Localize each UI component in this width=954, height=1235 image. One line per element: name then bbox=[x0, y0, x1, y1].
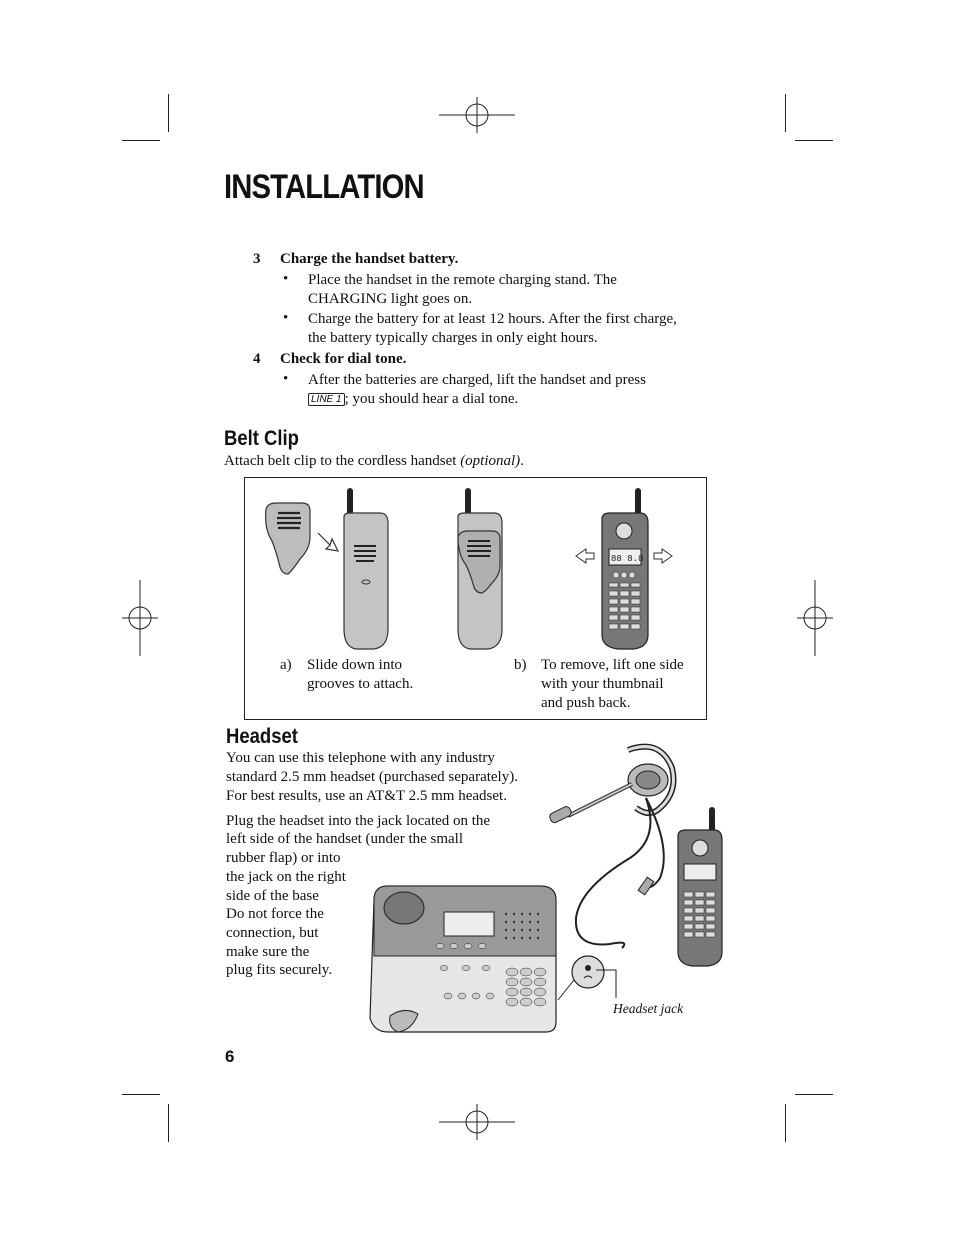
page-number: 6 bbox=[225, 1047, 235, 1066]
bullet-marker: • bbox=[283, 310, 289, 326]
step-heading: Check for dial tone. bbox=[280, 351, 407, 367]
step-a-label: a) bbox=[280, 657, 292, 673]
intro-end: . bbox=[520, 453, 524, 469]
headset-connection-illustration bbox=[360, 738, 730, 1038]
crop-mark bbox=[168, 94, 169, 132]
bullet-text: CHARGING light goes on. bbox=[308, 291, 473, 307]
step-b-text: with your thumbnail bbox=[541, 676, 664, 692]
bullet-marker: • bbox=[283, 371, 289, 387]
registration-mark-bottom bbox=[437, 1102, 517, 1142]
bullet-text: After the batteries are charged, lift the handset and press bbox=[308, 372, 646, 388]
step-number: 4 bbox=[253, 351, 261, 367]
crop-mark bbox=[785, 94, 786, 132]
bullet-marker: • bbox=[283, 271, 289, 287]
headset-para2: connection, but bbox=[226, 925, 319, 941]
step-number: 3 bbox=[253, 251, 261, 267]
crop-mark bbox=[795, 1094, 833, 1095]
headset-para1: For best results, use an AT&T 2.5 mm headset. bbox=[226, 788, 507, 804]
registration-mark-top bbox=[437, 95, 517, 135]
bullet-text: Place the handset in the remote charging stand. The bbox=[308, 272, 617, 288]
step-a-text: Slide down into bbox=[307, 657, 403, 673]
crop-mark bbox=[795, 140, 833, 141]
headset-para2: Plug the headset into the jack located on the bbox=[226, 813, 491, 829]
section-heading-belt-clip: Belt Clip bbox=[224, 427, 299, 450]
step-a-text: grooves to attach. bbox=[307, 676, 414, 692]
headset-para2: plug fits securely. bbox=[226, 962, 333, 978]
registration-mark-right bbox=[795, 578, 835, 658]
headset-para1: standard 2.5 mm headset (purchased separately). bbox=[226, 769, 518, 785]
step-b-text: and push back. bbox=[541, 695, 631, 711]
belt-clip-illustration bbox=[246, 479, 705, 659]
crop-mark bbox=[785, 1104, 786, 1142]
step-b-label: b) bbox=[514, 657, 527, 673]
headset-para2: the jack on the right bbox=[226, 869, 346, 885]
step-b-text: To remove, lift one side bbox=[541, 657, 684, 673]
line1-key-icon: LINE 1 bbox=[308, 393, 345, 406]
headset-para2: Do not force the bbox=[226, 906, 324, 922]
headset-jack-caption: Headset jack bbox=[613, 1001, 684, 1016]
headset-para2: left side of the handset (under the small bbox=[226, 831, 464, 847]
headset-para2: rubber flap) or into bbox=[226, 850, 341, 866]
bullet-text: Charge the battery for at least 12 hours. After the first charge, bbox=[308, 311, 677, 327]
headset-para1: You can use this telephone with any industry bbox=[226, 750, 495, 766]
step-heading: Charge the handset battery. bbox=[280, 251, 459, 267]
headset-para2: make sure the bbox=[226, 944, 310, 960]
registration-mark-left bbox=[120, 578, 160, 658]
crop-mark bbox=[168, 1104, 169, 1142]
bullet-text: the battery typically charges in only eight hours. bbox=[308, 330, 598, 346]
svg-text:88 8.8: 88 8.8 bbox=[611, 554, 644, 564]
page-title: INSTALLATION bbox=[224, 168, 424, 206]
belt-clip-intro bbox=[224, 452, 524, 471]
bullet-text: ; you should hear a dial tone. bbox=[344, 391, 519, 407]
bullet-text-line bbox=[308, 390, 518, 409]
intro-optional: (optional) bbox=[460, 453, 521, 469]
intro-text: Attach belt clip to the cordless handset bbox=[224, 453, 461, 469]
section-heading-headset: Headset bbox=[226, 725, 298, 748]
crop-mark bbox=[122, 140, 160, 141]
crop-mark bbox=[122, 1094, 160, 1095]
headset-para2: side of the base bbox=[226, 888, 319, 904]
